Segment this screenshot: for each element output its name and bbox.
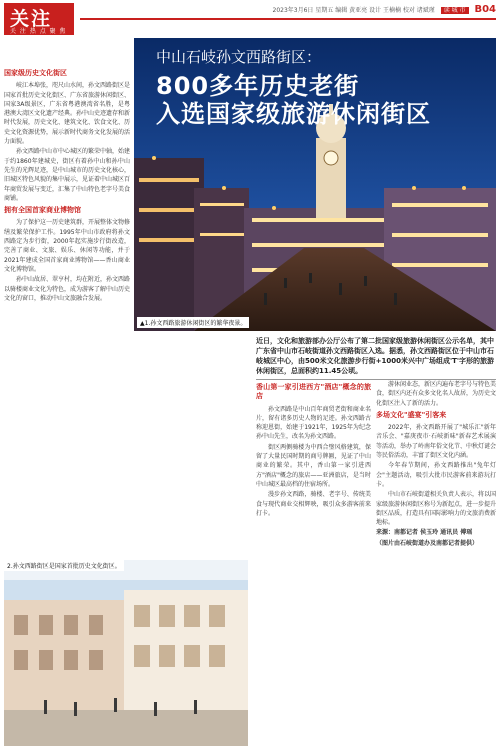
section-slogan: 关 注 热 点 聚 焦 一 线 (10, 28, 67, 44)
dateline (80, 4, 496, 16)
paragraph: 游休闲业态，新区内遍布老字号与特色美食，街区内还有众多文化名人故居，为历史文化街区注入了新的活力。 (376, 381, 497, 407)
hero-title-line2: 入选国家级旅游休闲街区 (156, 100, 431, 128)
street-day-photo (4, 560, 248, 746)
hero-title-line1: 800多年历史老街 (156, 72, 360, 100)
section-brand (4, 3, 74, 44)
dateline-text: 2023年3月6日 星期五 编辑 黄亚亮 设计 王楠楠 校对 诸斌瑾 (272, 7, 435, 14)
left-photo-caption: 2.孙文西路街区是国家首批历史文化街区。 (4, 560, 124, 571)
paragraph: 孙中山故居、翠亨村，均在附近，孙文西路以骑楼商业文化为特色，成为游客了解中山历史文化的窗口，推动中山文旅融合发展。 (4, 276, 131, 302)
hero-subtitle: 中山石岐孙文西路街区： (156, 48, 322, 66)
paragraph: 岐江本埠张，咫尺山水间，孙文西路街区是国家首批历史文化街区、广东省旅游休闲街区、国家3A级景区，广东省粤港澳湾省名胜，是粤港澳大湾区文化遗产经典。孙中山史迹遗存和新时代发展，历史文化、建筑文化、饮食文化、历史文化资源优势，展示新时代商务文化发展的活力面貌。 (4, 82, 131, 146)
section-tag: 读 城 市 (441, 7, 469, 14)
middle-column (256, 380, 371, 750)
daytime-street-illustration (4, 560, 248, 746)
paragraph: 孙文西路中山市中心城区的繁荣中轴，始建于约1860年建城史，街区有着孙中山和孙中山先生的光辉足迹，是中山城市的历史文化核心，旧城区特色风貌的集中展示，见证着中山城区百年商贸发展与变迁，汇集了中山特色老字号美食商铺。 (4, 148, 131, 202)
section-heading: 拥有全国首家商业博物馆 (4, 206, 81, 215)
paragraph: 中山市石岐街道相关负责人表示，将以国家级旅游休闲街区称号为新起点，进一步提升街区品质，打造具有国际影响力的文旅消费新地标。 (376, 491, 497, 527)
photo-credit: （图片由石岐街道办及南都记者提供） (376, 539, 479, 547)
paragraph: 今年春节期间，孙文西路推出"兔年灯会"主题活动，吸引大批市民游客前来游玩打卡。 (376, 462, 496, 488)
paragraph: 2022年，孙文西路开展了"城乐汇"新年音乐会、"嘉庚夜市·石岐新味"新春艺术展演等活动，举办了岭南年俗文化节、中秋灯谜会等民俗活动，丰富了街区文化内涵。 (376, 424, 497, 460)
section-heading: 多场文化"盛宴"引客来 (376, 410, 447, 419)
right-column (376, 380, 496, 750)
paragraph: 为了保护这一历史建筑群，开展整体文物修缮及繁荣保护工作。1995年中山市政府将孙文西路定为步行街，2000年起实施步行街改造，完善了商业、文旅、娱乐、休闲等功能，并于2021年建成全国首家商业博物馆——香山商业文化博物馆。 (4, 219, 131, 273)
byline: 来源：南都记者 侯玉玲 通讯员 傅瑶 (376, 529, 473, 537)
masthead-divider (80, 18, 496, 20)
section-heading: 国家级历史文化街区 (4, 69, 67, 77)
paragraph: 街区两侧骑楼为中西合璧风格建筑，保留了大量民国时期的商号牌匾，见证了中山商业的繁荣。其中，香山第一家引进西方"酒店"概念的旅店——亚洲旅店，是当时中山城区最高档的住宿场所。 (256, 443, 371, 488)
hero-caption: ▲1.孙文西路旅游休闲街区的繁华夜景。 (137, 317, 249, 328)
left-column (4, 66, 130, 466)
paragraph: 孙文西路是中山百年商贸老街和商业名片，留有诸多历史人物的足迹。孙文西路古称迎恩街，始建于1921年，1925年为纪念孙中山先生，改名为孙文西路。 (256, 405, 371, 441)
section-title: 关注 (10, 8, 53, 30)
masthead (0, 0, 500, 44)
lede-paragraph: 近日，文化和旅游部办公厅公布了第二批国家级旅游休闲街区公示名单，其中广东省中山市石岐街道孙文西路街区入选。据悉，孙文西路街区位于中山市石岐城区中心，由500米文化旅游步行街+1000米兴中广场组成'T'字形的旅游休闲街区，总面积约11.45公顷。 (256, 336, 496, 380)
hero-photo (134, 38, 496, 331)
page-number: B04 (474, 4, 496, 15)
section-heading: 香山第一家引进西方"酒店"概念的旅店 (256, 383, 371, 401)
paragraph: 漫步孙文西路，骑楼、老字号、传统美食与现代商业交相辉映，吸引众多游客前来打卡。 (256, 491, 371, 517)
